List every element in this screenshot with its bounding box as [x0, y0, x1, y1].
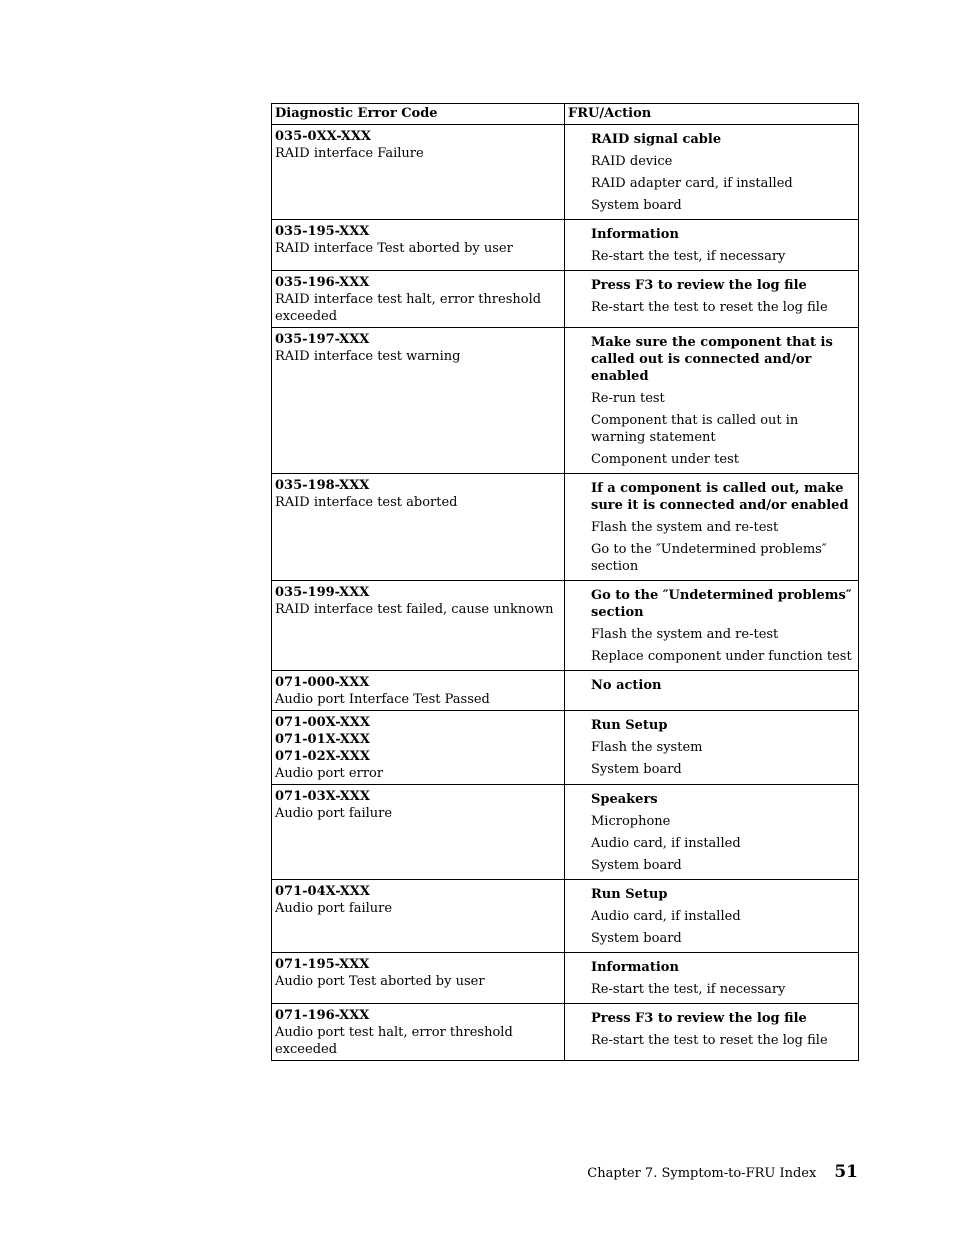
table-row	[272, 271, 859, 328]
fru-action-cell	[565, 271, 859, 328]
table-row	[272, 671, 859, 711]
error-code-cell	[272, 328, 565, 474]
error-code-cell	[272, 1004, 565, 1061]
error-code-cell	[272, 220, 565, 271]
error-code-cell	[272, 125, 565, 220]
error-code: 071-04X-XXX	[275, 884, 370, 899]
primary-action: RAID signal cable	[591, 132, 722, 147]
fru-action-cell	[565, 711, 859, 785]
fru-action-cell	[565, 953, 859, 1004]
error-code: 071-195-XXX	[275, 957, 370, 972]
error-code: 071-02X-XXX	[275, 749, 370, 764]
table-row	[272, 953, 859, 1004]
header-fru-action: FRU/Action	[565, 104, 859, 125]
page-number: 51	[834, 1162, 858, 1182]
error-code: 071-000-XXX	[275, 675, 370, 690]
table-row	[272, 125, 859, 220]
action-item: Re-start the test, if necessary	[591, 249, 786, 264]
primary-action: Run Setup	[591, 887, 668, 902]
error-code: 035-0XX-XXX	[275, 129, 371, 144]
table-header-row	[272, 104, 859, 125]
action-item: Re-start the test to reset the log file	[591, 1033, 828, 1048]
fru-action-cell	[565, 1004, 859, 1061]
action-item: System board	[591, 858, 682, 873]
error-description: RAID interface Test aborted by user	[275, 241, 513, 256]
fru-action-cell	[565, 880, 859, 953]
fru-action-cell	[565, 785, 859, 880]
error-description: RAID interface test warning	[275, 349, 461, 364]
table-row	[272, 474, 859, 581]
error-description: Audio port Interface Test Passed	[275, 692, 490, 707]
error-code: 071-196-XXX	[275, 1008, 370, 1023]
table-body	[272, 125, 859, 1061]
primary-action: Information	[591, 227, 679, 242]
action-item: Component under test	[591, 452, 739, 467]
table-row	[272, 581, 859, 671]
action-item: Replace component under function test	[591, 649, 852, 664]
error-code: 035-195-XXX	[275, 224, 370, 239]
table-row	[272, 711, 859, 785]
error-code-cell	[272, 671, 565, 711]
error-code-cell	[272, 953, 565, 1004]
error-code-cell	[272, 880, 565, 953]
fru-action-cell	[565, 125, 859, 220]
action-item: System board	[591, 198, 682, 213]
error-code: 035-196-XXX	[275, 275, 370, 290]
table-row	[272, 328, 859, 474]
primary-action: Make sure the component that is called out is connected and/or enabled	[591, 335, 833, 384]
action-item: Re-start the test to reset the log file	[591, 300, 828, 315]
action-item: Flash the system and re-test	[591, 520, 779, 535]
table-row	[272, 220, 859, 271]
table-row	[272, 1004, 859, 1061]
action-item: Flash the system and re-test	[591, 627, 779, 642]
error-description: RAID interface Failure	[275, 146, 424, 161]
action-item: System board	[591, 931, 682, 946]
error-code: 071-01X-XXX	[275, 732, 370, 747]
error-code: 035-197-XXX	[275, 332, 370, 347]
action-item: Audio card, if installed	[591, 836, 741, 851]
primary-action: Run Setup	[591, 718, 668, 733]
error-description: RAID interface test failed, cause unknown	[275, 602, 554, 617]
primary-action: If a component is called out, make sure it is connected and/or enabled	[591, 481, 849, 513]
error-description: Audio port failure	[275, 806, 393, 821]
error-code: 035-198-XXX	[275, 478, 370, 493]
error-description: Audio port test halt, error threshold exceeded	[275, 1025, 513, 1057]
primary-action: Press F3 to review the log file	[591, 278, 807, 293]
page-footer	[587, 1162, 858, 1182]
action-item: System board	[591, 762, 682, 777]
fru-action-cell	[565, 581, 859, 671]
error-code: 071-00X-XXX	[275, 715, 370, 730]
diagnostic-error-table	[271, 103, 859, 1061]
action-item: RAID device	[591, 154, 673, 169]
action-item: Audio card, if installed	[591, 909, 741, 924]
error-description: RAID interface test halt, error threshold exceeded	[275, 292, 542, 324]
table-row	[272, 880, 859, 953]
error-code-cell	[272, 711, 565, 785]
primary-action: Go to the ″Undetermined problems″ section	[591, 588, 852, 620]
error-code-cell	[272, 581, 565, 671]
error-code: 071-03X-XXX	[275, 789, 370, 804]
error-code-cell	[272, 271, 565, 328]
fru-action-cell	[565, 474, 859, 581]
primary-action: No action	[591, 678, 662, 693]
action-item: Flash the system	[591, 740, 703, 755]
action-item: Re-start the test, if necessary	[591, 982, 786, 997]
action-item: Microphone	[591, 814, 671, 829]
chapter-title: Chapter 7. Symptom-to-FRU Index	[587, 1166, 817, 1181]
action-item: Re-run test	[591, 391, 665, 406]
fru-action-cell	[565, 220, 859, 271]
header-diagnostic-error-code: Diagnostic Error Code	[272, 104, 565, 125]
primary-action: Press F3 to review the log file	[591, 1011, 807, 1026]
primary-action: Information	[591, 960, 679, 975]
error-code-cell	[272, 785, 565, 880]
error-description: RAID interface test aborted	[275, 495, 458, 510]
fru-action-cell	[565, 671, 859, 711]
error-description: Audio port error	[275, 766, 384, 781]
error-description: Audio port Test aborted by user	[275, 974, 485, 989]
table-row	[272, 785, 859, 880]
action-item: Go to the ″Undetermined problems″ section	[591, 542, 827, 574]
error-code-cell	[272, 474, 565, 581]
primary-action: Speakers	[591, 792, 658, 807]
error-code: 035-199-XXX	[275, 585, 370, 600]
action-item: RAID adapter card, if installed	[591, 176, 793, 191]
action-item: Component that is called out in warning statement	[591, 413, 799, 445]
error-description: Audio port failure	[275, 901, 393, 916]
fru-action-cell	[565, 328, 859, 474]
